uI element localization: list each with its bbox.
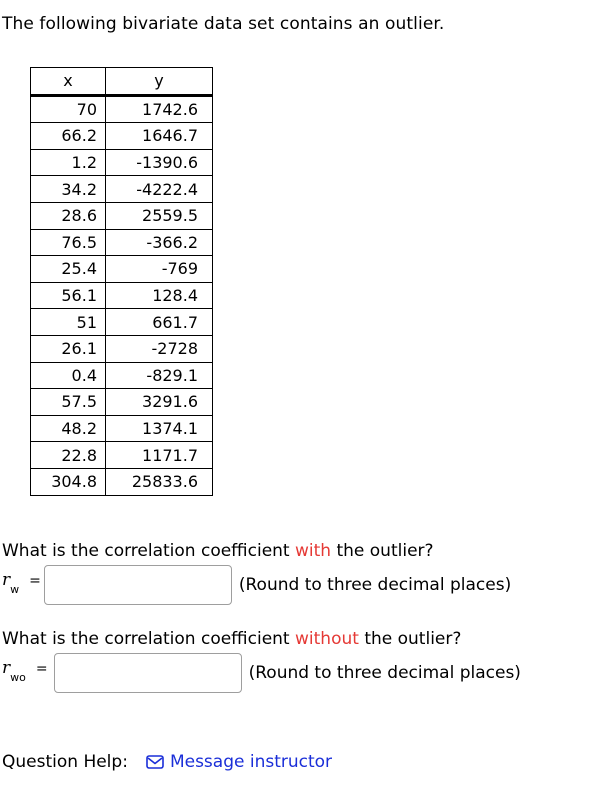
intro-text: The following bivariate data set contains an outlier.	[2, 14, 445, 34]
cell-y: 1742.6	[106, 95, 213, 123]
cell-x: 28.6	[31, 202, 106, 229]
mail-icon[interactable]	[146, 754, 164, 770]
table-row	[31, 149, 213, 176]
question-without-outlier	[2, 629, 461, 649]
cell-x: 56.1	[31, 282, 106, 309]
column-header-y: y	[106, 68, 213, 96]
variable-label	[2, 657, 26, 685]
cell-x: 70	[31, 95, 106, 123]
equals-sign: =	[29, 573, 41, 589]
cell-x: 25.4	[31, 256, 106, 283]
cell-y: -2728	[106, 335, 213, 362]
table-row	[31, 95, 213, 123]
cell-y: 1374.1	[106, 415, 213, 442]
question-help-label: Question Help:	[2, 752, 128, 772]
cell-y: -829.1	[106, 362, 213, 389]
table-row	[31, 256, 213, 283]
equals-sign: =	[35, 661, 48, 677]
cell-x: 26.1	[31, 335, 106, 362]
message-instructor-link[interactable]: Message instructor	[169, 752, 333, 772]
cell-y: 128.4	[106, 282, 213, 309]
rounding-hint: (Round to three decimal places)	[248, 663, 521, 683]
variable-subscript: wo	[10, 671, 26, 685]
variable-label	[2, 569, 20, 597]
table-row	[31, 335, 213, 362]
answer-input-with[interactable]	[44, 565, 232, 605]
cell-y: -1390.6	[106, 149, 213, 176]
question-text: the outlier?	[331, 541, 434, 561]
answer-row-without	[2, 653, 521, 693]
question-emphasis: without	[295, 629, 359, 649]
cell-x: 304.8	[31, 468, 106, 495]
cell-x: 76.5	[31, 229, 106, 256]
question-help	[2, 752, 332, 772]
table-row	[31, 389, 213, 416]
table-row	[31, 442, 213, 469]
cell-x: 0.4	[31, 362, 106, 389]
cell-x: 34.2	[31, 176, 106, 203]
table-row	[31, 202, 213, 229]
cell-y: 1646.7	[106, 123, 213, 150]
column-header-x: x	[31, 68, 106, 96]
cell-x: 66.2	[31, 123, 106, 150]
variable-r: r	[2, 657, 11, 678]
variable-subscript: w	[10, 583, 20, 597]
table-header-row	[31, 68, 213, 96]
cell-y: 661.7	[106, 309, 213, 336]
table-row	[31, 176, 213, 203]
answer-input-without[interactable]	[54, 653, 242, 693]
table-row	[31, 415, 213, 442]
question-emphasis: with	[295, 541, 332, 561]
question-text: What is the correlation coefficient	[2, 541, 295, 561]
question-text: the outlier?	[358, 629, 462, 649]
cell-y: 3291.6	[106, 389, 213, 416]
table-row	[31, 468, 213, 495]
cell-x: 57.5	[31, 389, 106, 416]
cell-y: -4222.4	[106, 176, 213, 203]
cell-y: 2559.5	[106, 202, 213, 229]
cell-x: 48.2	[31, 415, 106, 442]
cell-x: 22.8	[31, 442, 106, 469]
table-row	[31, 282, 213, 309]
question-text: What is the correlation coefficient	[2, 629, 295, 649]
cell-x: 51	[31, 309, 106, 336]
cell-y: 1171.7	[106, 442, 213, 469]
cell-y: -366.2	[106, 229, 213, 256]
question-with-outlier	[2, 541, 434, 561]
cell-x: 1.2	[31, 149, 106, 176]
table-row	[31, 362, 213, 389]
table-row	[31, 309, 213, 336]
cell-y: -769	[106, 256, 213, 283]
table-row	[31, 229, 213, 256]
answer-row-with	[2, 565, 511, 605]
data-table	[30, 67, 213, 496]
variable-r: r	[2, 569, 11, 590]
table-row	[31, 123, 213, 150]
cell-y: 25833.6	[106, 468, 213, 495]
rounding-hint: (Round to three decimal places)	[238, 575, 512, 595]
